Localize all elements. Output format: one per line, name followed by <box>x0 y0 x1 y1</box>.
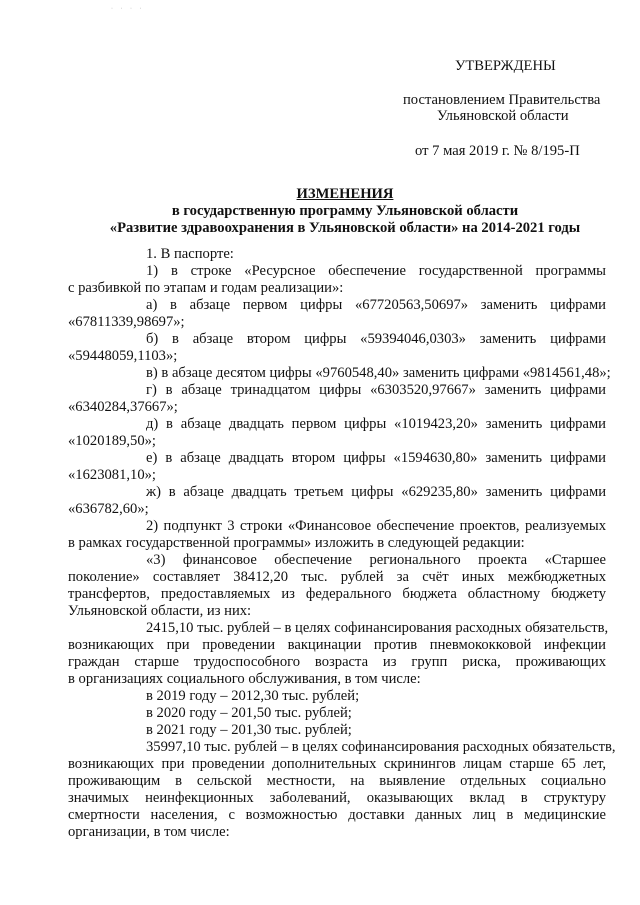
paragraph-line: в 2021 году – 201,30 тыс. рублей; <box>146 722 352 738</box>
paragraph-line: 1. В паспорте: <box>146 246 234 262</box>
approval-by-line-1: постановлением Правительства <box>403 92 601 108</box>
paragraph-line: е) в абзаце двадцать втором цифры «1594630,80» заменить цифрами <box>146 450 606 466</box>
document-body <box>68 246 616 841</box>
paragraph-line: «1623081,10»; <box>68 467 156 483</box>
paragraph-line: с разбивкой по этапам и годам реализации»: <box>68 280 344 296</box>
paragraph-line: «59448059,1103»; <box>68 348 178 364</box>
paragraph-line: 2415,10 тыс. рублей – в целях софинансирования расходных обязательств, <box>146 620 609 636</box>
paragraph-line: «6340284,37667»; <box>68 399 178 415</box>
paragraph-line: поколение» составляет 38412,20 тыс. рублей за счёт иных межбюджетных <box>68 569 606 585</box>
paragraph-line: в 2020 году – 201,50 тыс. рублей; <box>146 705 352 721</box>
paragraph-line: «1020189,50»; <box>68 433 156 449</box>
paragraph-line: в организациях социального обслуживания, в том числе: <box>68 671 421 687</box>
paragraph-line: значимых неинфекционных заболеваний, оказывающих вклад в структуру <box>68 790 606 806</box>
paragraph-line: б) в абзаце втором цифры «59394046,0303» заменить цифрами <box>146 331 606 347</box>
title-line-2: в государственную программу Ульяновской области <box>171 203 519 219</box>
paragraph-line: в) в абзаце десятом цифры «9760548,40» заменить цифрами «9814561,48»; <box>146 365 611 381</box>
title-main: ИЗМЕНЕНИЯ <box>296 186 394 202</box>
paragraph-line: в рамках государственной программы» изложить в следующей редакции: <box>68 535 525 551</box>
approval-label: УТВЕРЖДЕНЫ <box>455 58 556 74</box>
approval-by-line-2: Ульяновской области <box>437 108 569 124</box>
title-line-3: «Развитие здравоохранения в Ульяновской области» на 2014-2021 годы <box>109 220 581 236</box>
paragraph-line: смертности населения, с возможностью доставки данных лиц в медицинские <box>68 807 606 823</box>
paragraph-line: «3) финансовое обеспечение регионального проекта «Старшее <box>146 552 606 568</box>
paragraph-line: 2) подпункт 3 строки «Финансовое обеспечение проектов, реализуемых <box>146 518 606 534</box>
paragraph-line: возникающих при проведении дополнительных скринингов лицам старше 65 лет, <box>68 756 606 772</box>
paragraph-line: г) в абзаце тринадцатом цифры «6303520,97667» заменить цифрами <box>146 382 606 398</box>
paragraph-line: возникающих при проведении вакцинации против пневмококковой инфекции <box>68 637 606 653</box>
paragraph-line: 35997,10 тыс. рублей – в целях софинансирования расходных обязательств, <box>146 739 616 755</box>
document-title <box>95 186 595 237</box>
paragraph-line: граждан старше трудоспособного возраста из групп риска, проживающих <box>68 654 606 670</box>
paragraph-line: 1) в строке «Ресурсное обеспечение государственной программы <box>146 263 606 279</box>
paragraph-line: трансфертов, предоставляемых из федерального бюджета областному бюджету <box>68 586 606 602</box>
paragraph-line: «67811339,98697»; <box>68 314 185 330</box>
paragraph-line: «636782,60»; <box>68 501 149 517</box>
paragraph-line: ж) в абзаце двадцать третьем цифры «629235,80» заменить цифрами <box>146 484 606 500</box>
paragraph-line: в 2019 году – 2012,30 тыс. рублей; <box>146 688 360 704</box>
paragraph-line: д) в абзаце двадцать первом цифры «1019423,20» заменить цифрами <box>146 416 606 432</box>
scan-artifact: · · · · <box>111 6 145 12</box>
paragraph-line: проживающим в сельской местности, на выявление отдельных социально <box>68 773 606 789</box>
paragraph-line: а) в абзаце первом цифры «67720563,50697» заменить цифрами <box>146 297 606 313</box>
paragraph-line: Ульяновской области, из них: <box>68 603 252 619</box>
approval-date-line: от 7 мая 2019 г. № 8/195-П <box>415 143 580 159</box>
paragraph-line: организации, в том числе: <box>68 824 230 840</box>
